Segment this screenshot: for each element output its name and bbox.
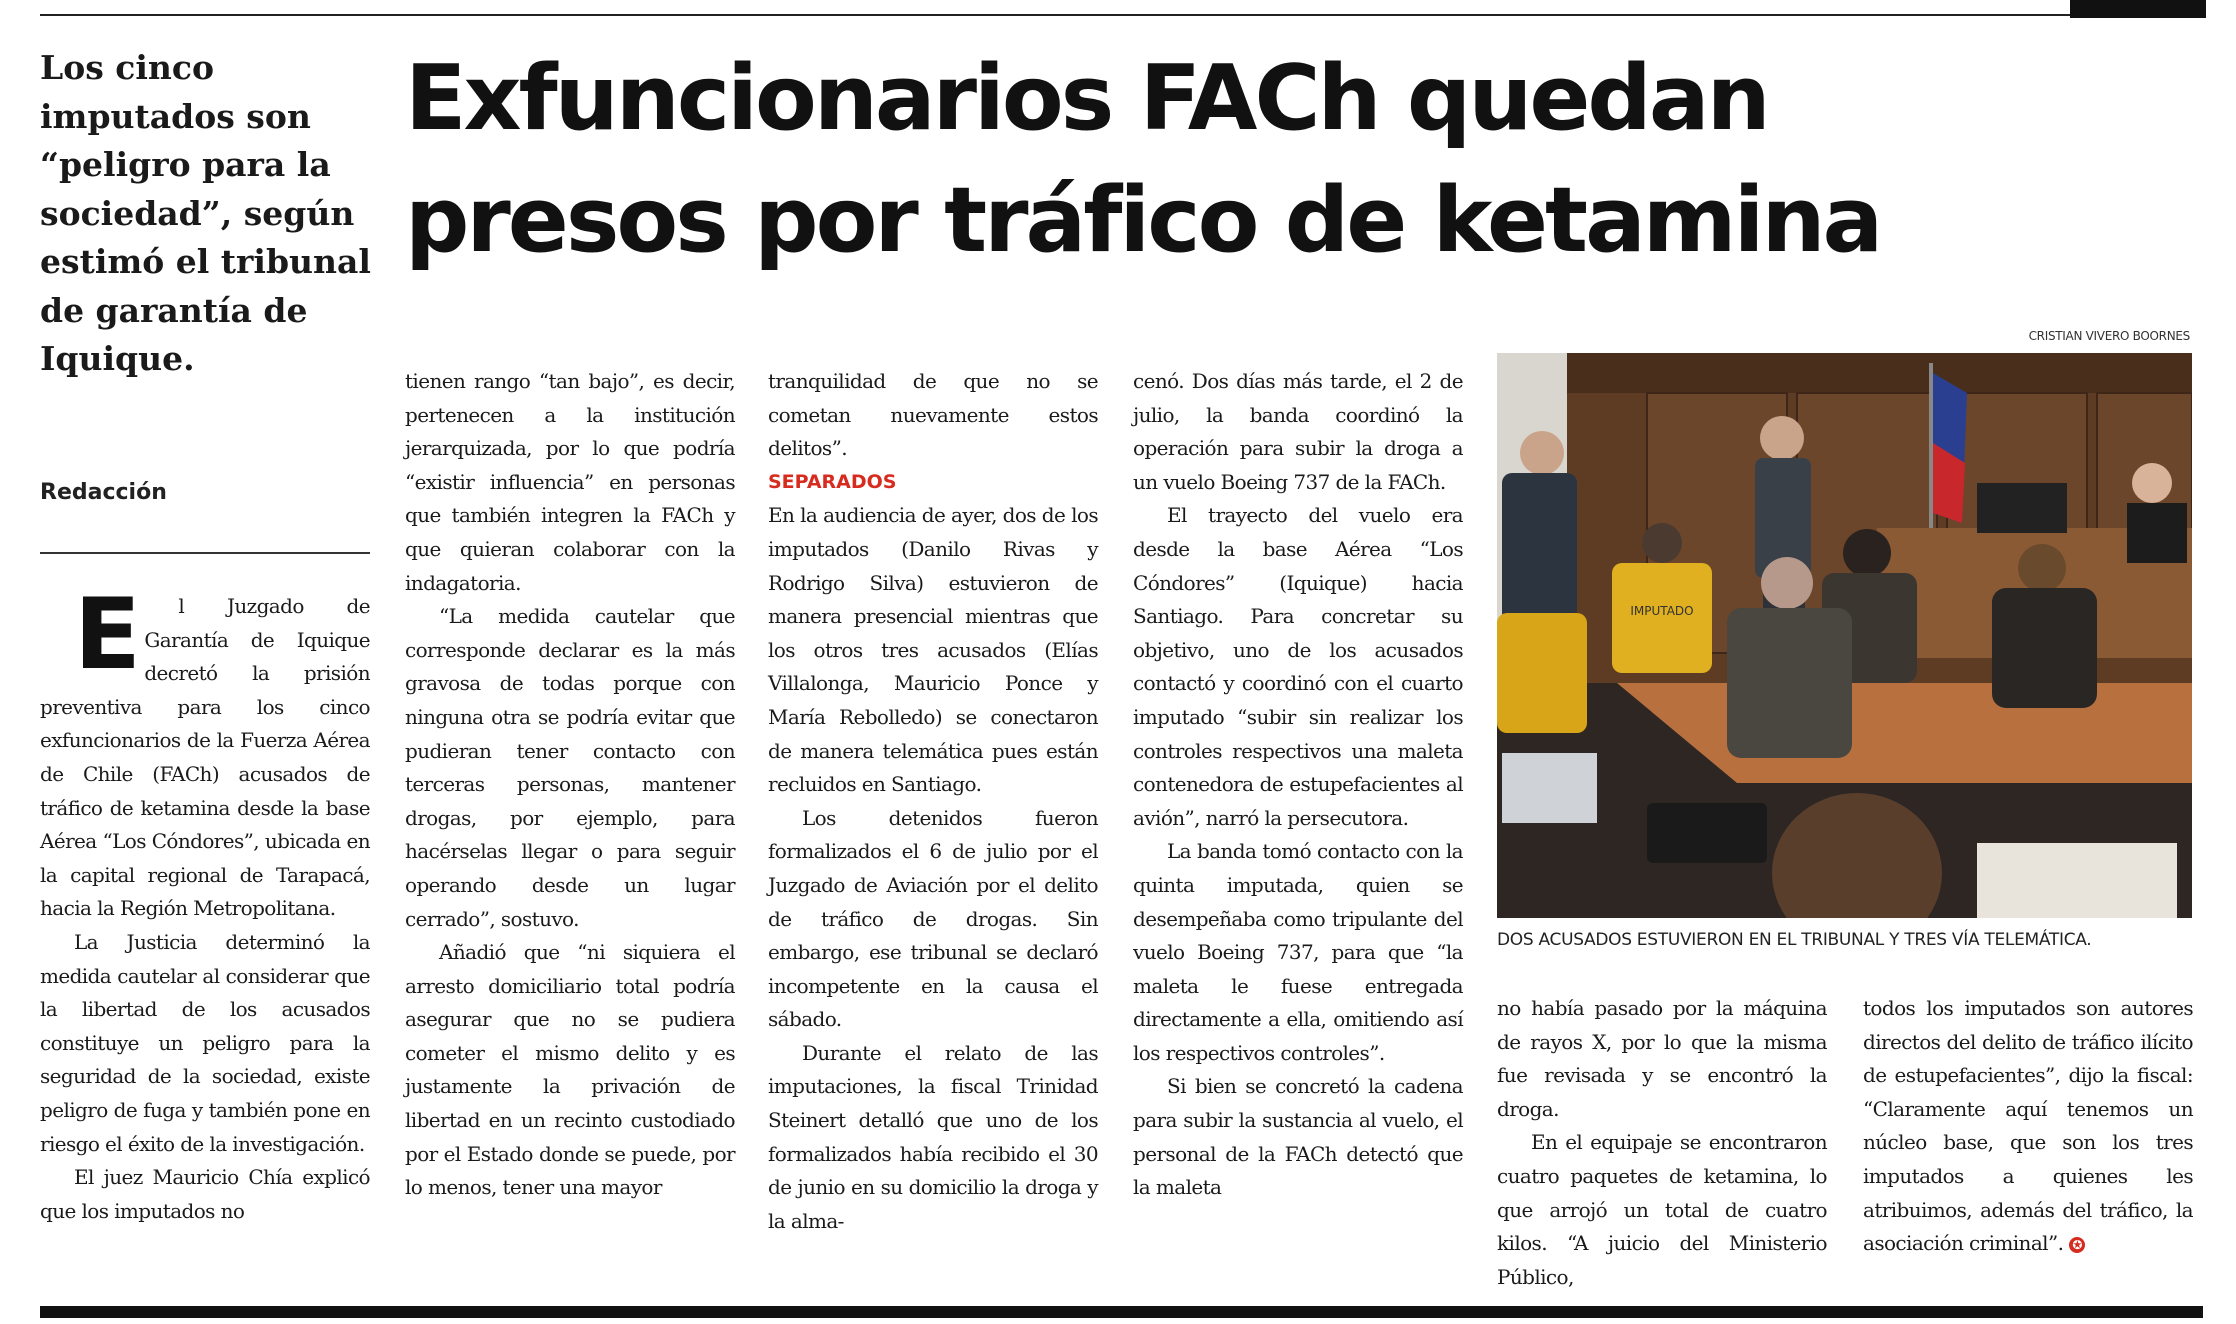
body-paragraph: En la audiencia de ayer, dos de los imputados (Danilo Rivas y Rodrigo Silva) estuvieron de manera presencial mientras que los otros tres acusados (Elías Villalonga, Mauricio Ponce y María Rebolledo) se conectaron de manera telemática pues están recluidos en Santiago. — [768, 503, 1098, 797]
headline-line-1: Exfuncionarios FACh quedan — [405, 46, 1768, 151]
body-paragraph: Si bien se concretó la cadena para subir la sustancia al vuelo, el personal de la FACh detectó que la maleta — [1133, 1074, 1463, 1200]
end-mark-icon: ✪ — [2069, 1237, 2085, 1253]
headline — [405, 38, 2195, 282]
body-paragraph: tranquilidad de que no se cometan nuevamente estos delitos”. — [768, 369, 1098, 461]
photo-credit: CRISTIAN VIVERO BOORNES — [2028, 329, 2190, 343]
body-paragraph: cenó. Dos días más tarde, el 2 de julio, la banda coordinó la operación para subir la droga a un vuelo Boeing 737 de la FACh. — [1133, 369, 1463, 494]
body-column-1 — [40, 578, 370, 1228]
subhead-separados: SEPARADOS — [768, 470, 897, 493]
body-paragraph-text: todos los imputados son autores directos del delito de tráfico ilícito de estupefacientes”, dijo la fiscal: “Claramente aquí tenemos un núcleo base, que son los tres imputados a quienes les atribuimos, además del tráfico, la asociación criminal”. — [1863, 996, 2193, 1256]
body-column-6 — [1863, 992, 2193, 1261]
headline-line-2: presos por tráfico de ketamina — [405, 168, 1881, 273]
body-paragraph — [1863, 992, 2193, 1261]
body-column-5 — [1497, 992, 1827, 1294]
body-column-3 — [768, 365, 1098, 1238]
courtroom-photo — [1497, 353, 2192, 918]
body-column-2 — [405, 365, 735, 1205]
courtroom-illustration — [1497, 353, 2192, 918]
vest-label: IMPUTADO — [1630, 604, 1694, 618]
deck-rule — [40, 552, 370, 554]
bottom-rule — [40, 1306, 2203, 1318]
section-tab-block — [2070, 0, 2206, 18]
body-paragraph: Durante el relato de las imputaciones, la fiscal Trinidad Steinert detalló que uno de los formalizados había recibido el 30 de junio en su domicilio la droga y la alma- — [768, 1040, 1098, 1233]
body-paragraph: Añadió que “ni siquiera el arresto domiciliario total podría asegurar que no se pudiera cometer el mismo delito y es justamente la privación de libertad en un recinto custodiado por el Estado donde se puede, por lo menos, tener una mayor — [405, 940, 735, 1200]
body-paragraph: El trayecto del vuelo era desde la base Aérea “Los Cóndores” (Iquique) hacia Santiago. Para concretar su objetivo, uno de los acusados contactó y coordinó con el cuarto imputado “subir sin realizar los controles respectivos una maleta contenedora de estupefacientes al avión”, narró la persecutora. — [1133, 503, 1463, 830]
photo-caption: DOS ACUSADOS ESTUVIERON EN EL TRIBUNAL Y TRES VÍA TELEMÁTICA. — [1497, 930, 2092, 950]
body-paragraph: Los detenidos fueron formalizados el 6 de julio por el Juzgado de Aviación por el delito de tráfico de drogas. Sin embargo, ese tribunal se declaró incompetente en la causa el sábado. — [768, 805, 1098, 1032]
top-rule — [40, 14, 2203, 16]
body-paragraph: tienen rango “tan bajo”, es decir, pertenecen a la institución jerarquizada, por lo que podría “existir influencia” en personas que también integren la FACh y que quieran colaborar con la indagatoria. — [405, 369, 735, 595]
body-paragraph: no había pasado por la máquina de rayos X, por lo que la misma fue revisada y se encontró la droga. — [1497, 996, 1827, 1121]
deck-summary: Los cinco imputados son “peligro para la sociedad”, según estimó el tribunal de garantía de Iquique. — [40, 48, 371, 378]
body-paragraph: La Justicia determinó la medida cautelar al considerar que la libertad de los acusados constituye un peligro para la seguridad de la sociedad, existe peligro de fuga y también pone en riesgo el éxito de la investigación. — [40, 929, 370, 1156]
body-paragraph: La banda tomó contacto con la quinta imputada, quien se desempeñaba como tripulante del vuelo Boeing 737, para que “la maleta le fuese entregada directamente a ella, omitiendo así los respectivos controles”. — [1133, 839, 1463, 1065]
body-paragraph: El Juzgado de Garantía de Iquique decretó la prisión preventiva para los cinco exfuncionarios de la Fuerza Aérea de Chile (FACh) acusados de tráfico de ketamina desde la base Aérea “Los Cóndores”, ubicada en la capital regional de Tarapacá, hacia la Región Metropolitana. — [40, 578, 370, 921]
byline: Redacción — [40, 480, 167, 505]
body-paragraph: “La medida cautelar que corresponde declarar es la más gravosa de todas porque con ninguna otra se podría evitar que pudieran tener contacto con terceras personas, mantener drogas, por ejemplo, para hacérselas llegar o para seguir operando desde un lugar cerrado”, sostuvo. — [405, 604, 735, 931]
body-column-4 — [1133, 365, 1463, 1205]
body-paragraph: En el equipaje se encontraron cuatro paquetes de ketamina, lo que arrojó un total de cuatro kilos. “A juicio del Ministerio Público, — [1497, 1130, 1827, 1289]
body-paragraph: El juez Mauricio Chía explicó que los imputados no — [40, 1165, 370, 1223]
